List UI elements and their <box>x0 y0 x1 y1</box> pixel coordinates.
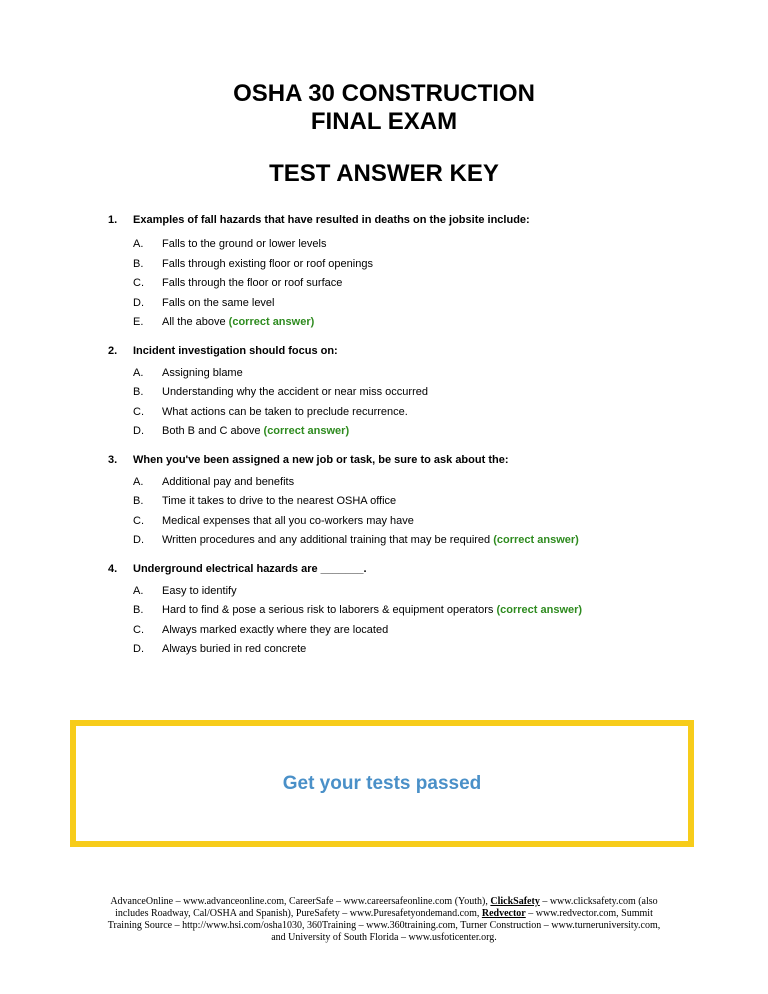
answer-option <box>0 406 768 426</box>
title-block <box>0 80 768 188</box>
question-3 <box>0 454 768 554</box>
page-title-line-2: FINAL EXAM <box>310 108 458 135</box>
option-letter: A. <box>133 366 144 379</box>
answer-option-correct <box>0 604 768 624</box>
option-letter: C. <box>133 514 144 527</box>
option-text: Written procedures and any additional training that may be required <box>162 534 491 546</box>
answer-option <box>0 238 768 258</box>
answer-option <box>0 476 768 496</box>
option-text: Always buried in red concrete <box>162 643 307 655</box>
option-letter: D. <box>133 643 144 655</box>
option-letter: B. <box>133 495 144 507</box>
question-text: Underground electrical hazards are _______. <box>133 562 367 575</box>
option-text: Falls to the ground or lower levels <box>162 238 327 250</box>
question-number: 2. <box>108 344 118 357</box>
answer-option <box>0 258 768 278</box>
answer-option <box>0 585 768 605</box>
question-header <box>0 454 768 476</box>
question-header <box>0 563 768 585</box>
answer-option <box>0 297 768 317</box>
question-2 <box>0 345 768 445</box>
page-title-line-1: OSHA 30 CONSTRUCTION <box>233 80 535 107</box>
footer-providers <box>100 896 668 944</box>
option-text: Falls on the same level <box>162 296 275 309</box>
answer-option <box>0 515 768 535</box>
option-text: Falls through existing floor or roof openings <box>162 257 373 270</box>
question-text: When you've been assigned a new job or task, be sure to ask about the: <box>133 453 509 466</box>
correct-answer-label: (correct answer) <box>228 316 315 328</box>
answer-option-correct <box>0 316 768 336</box>
promo-box[interactable] <box>70 720 694 847</box>
answer-option <box>0 495 768 515</box>
correct-answer-label: (correct answer) <box>263 425 350 437</box>
footer-text-part-3: – www.redvector.com, Summit Training Source – http://www.hsi.com/osha1030, 360Training – www.360training.com, Turner Construction – www.turneruniversity.com, and University of South Florida – www.usfoticenter.org. <box>107 908 661 943</box>
option-letter: A. <box>133 584 144 597</box>
footer-redvector: Redvector <box>481 908 526 919</box>
question-header <box>0 345 768 367</box>
option-letter: A. <box>133 238 144 250</box>
question-number: 4. <box>108 562 118 575</box>
option-text: Easy to identify <box>162 584 237 597</box>
option-letter: C. <box>133 405 144 418</box>
question-text: Incident investigation should focus on: <box>133 344 338 357</box>
question-4 <box>0 563 768 663</box>
option-text: Medical expenses that all you co-workers may have <box>162 514 414 527</box>
footer-clicksafety: ClickSafety <box>490 896 540 907</box>
option-text: What actions can be taken to preclude recurrence. <box>162 405 408 418</box>
option-letter: C. <box>133 277 144 289</box>
answer-option <box>0 624 768 644</box>
question-1 <box>0 214 768 336</box>
option-letter: B. <box>133 604 144 616</box>
option-letter: B. <box>133 257 144 270</box>
page-subtitle: TEST ANSWER KEY <box>269 160 499 187</box>
answer-option <box>0 386 768 406</box>
option-letter: D. <box>133 425 144 437</box>
question-number: 1. <box>108 214 118 226</box>
option-text: Assigning blame <box>162 366 243 379</box>
option-text: Time it takes to drive to the nearest OSHA office <box>162 495 397 507</box>
option-letter: A. <box>133 475 144 488</box>
correct-answer-label: (correct answer) <box>493 534 579 546</box>
answer-option-correct <box>0 534 768 554</box>
option-text: Additional pay and benefits <box>162 475 295 488</box>
answer-option-correct <box>0 425 768 445</box>
answer-option <box>0 367 768 387</box>
question-header <box>0 214 768 236</box>
answer-option <box>0 643 768 663</box>
promo-link-text[interactable]: Get your tests passed <box>282 772 482 794</box>
question-list <box>0 214 768 663</box>
correct-answer-label: (correct answer) <box>496 604 583 616</box>
option-letter: D. <box>133 296 144 309</box>
option-text: All the above <box>162 316 226 328</box>
option-text: Hard to find & pose a serious risk to laborers & equipment operators <box>162 604 494 616</box>
footer-text-part-2: – www.clicksafety.com (also includes Roadway, Cal/OSHA and Spanish), PureSafety – www.Puresafetyondemand.com, <box>115 896 658 919</box>
option-text: Understanding why the accident or near miss occurred <box>162 386 428 398</box>
option-letter: B. <box>133 386 144 398</box>
option-letter: E. <box>133 316 144 328</box>
question-text: Examples of fall hazards that have resulted in deaths on the jobsite include: <box>133 214 530 226</box>
option-text: Both B and C above <box>162 425 261 437</box>
footer-text-part-1: AdvanceOnline – www.advanceonline.com, CareerSafe – www.careersafeonline.com (Youth), <box>110 896 491 907</box>
option-letter: D. <box>133 534 144 546</box>
option-text: Falls through the floor or roof surface <box>162 277 343 289</box>
question-number: 3. <box>108 453 118 466</box>
option-letter: C. <box>133 623 144 636</box>
answer-option <box>0 277 768 297</box>
option-text: Always marked exactly where they are located <box>162 623 389 636</box>
